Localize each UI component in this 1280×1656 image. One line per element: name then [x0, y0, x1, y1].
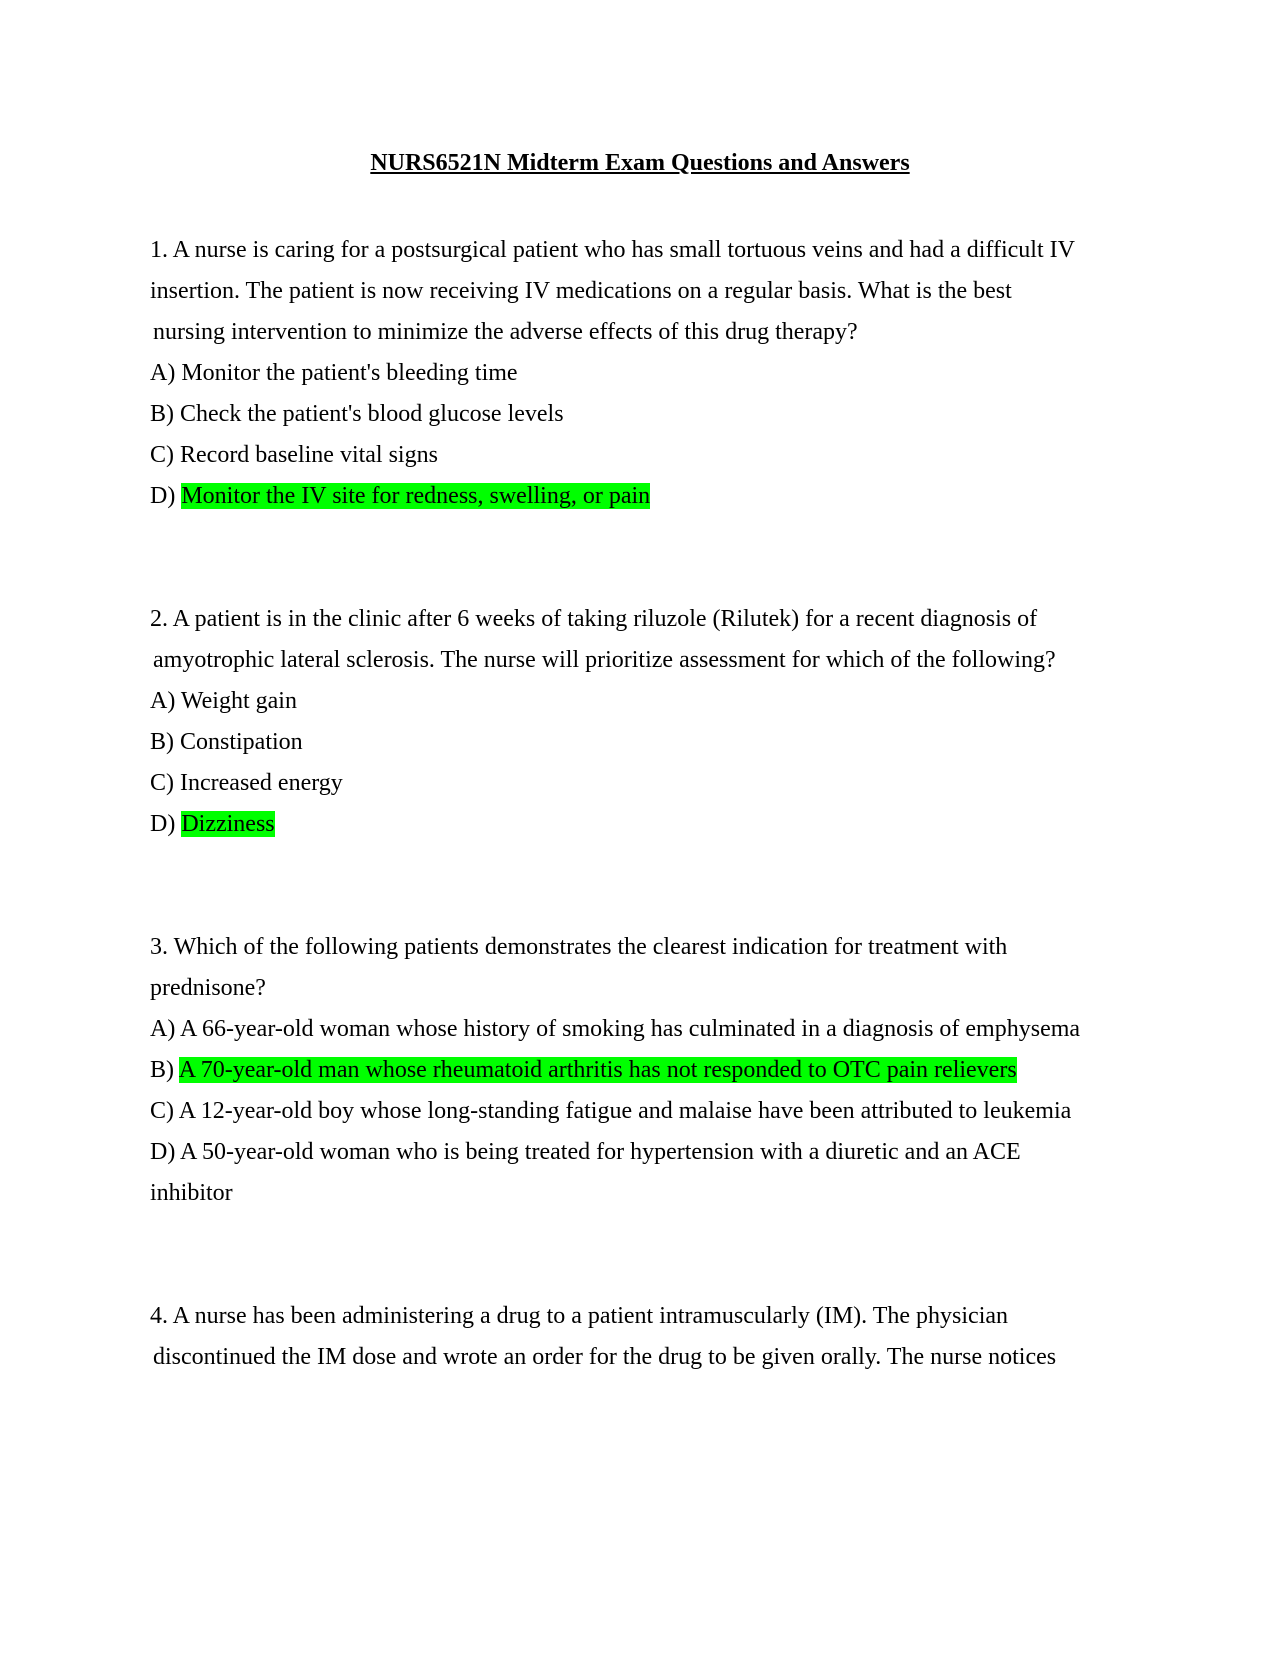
- question-2-option-c: [150, 768, 343, 798]
- option-letter: A): [150, 1016, 176, 1042]
- option-letter: C): [150, 770, 174, 796]
- question-4-stem-line-2: discontinued the IM dose and wrote an order for the drug to be given orally. The nurse notices: [153, 1344, 1057, 1370]
- question-1-stem-line-3: nursing intervention to minimize the adverse effects of this drug therapy?: [153, 319, 858, 345]
- option-letter: B): [150, 729, 174, 755]
- question-2-option-b: [150, 727, 303, 757]
- question-2-stem-line-2: amyotrophic lateral sclerosis. The nurse will prioritize assessment for which of the following?: [153, 647, 1056, 673]
- option-letter: D): [150, 1139, 176, 1165]
- question-2-option-d: [150, 809, 275, 839]
- option-letter: A): [150, 360, 176, 386]
- question-3-option-d-continuation: inhibitor: [150, 1180, 233, 1206]
- question-3-option-c: [150, 1096, 1071, 1126]
- option-text: Constipation: [180, 729, 303, 755]
- option-text: A 12-year-old boy whose long-standing fatigue and malaise have been attributed to leukemia: [178, 1098, 1072, 1124]
- question-3-option-b: [150, 1055, 1017, 1085]
- option-letter: B): [150, 1057, 174, 1083]
- option-letter: C): [150, 1098, 174, 1124]
- question-1-stem-line-2: insertion. The patient is now receiving IV medications on a regular basis. What is the best: [150, 278, 1012, 304]
- option-letter: C): [150, 442, 174, 468]
- option-letter: A): [150, 688, 176, 714]
- correct-answer-highlight: Dizziness: [181, 811, 275, 837]
- question-4-stem-line-1: 4. A nurse has been administering a drug to a patient intramuscularly (IM). The physician: [150, 1303, 1009, 1329]
- option-text: Increased energy: [180, 770, 343, 796]
- option-letter: B): [150, 401, 174, 427]
- question-1-option-d: [150, 481, 650, 511]
- option-letter: D): [150, 483, 176, 509]
- question-3-stem-line-2: prednisone?: [150, 975, 266, 1001]
- option-text: Record baseline vital signs: [180, 442, 438, 468]
- option-letter: D): [150, 811, 176, 837]
- document-title: NURS6521N Midterm Exam Questions and Answers: [370, 150, 910, 176]
- option-text: Check the patient's blood glucose levels: [180, 401, 564, 427]
- option-text: A 50-year-old woman who is being treated for hypertension with a diuretic and an ACE: [180, 1139, 1021, 1165]
- option-text: Weight gain: [180, 688, 297, 714]
- question-3-option-a: [150, 1014, 1080, 1044]
- question-2-option-a: [150, 686, 297, 716]
- option-text: A 66-year-old woman whose history of smoking has culminated in a diagnosis of emphysema: [180, 1016, 1081, 1042]
- question-1-option-b: [150, 399, 564, 429]
- question-3-stem-line-1: 3. Which of the following patients demonstrates the clearest indication for treatment with: [150, 934, 1008, 960]
- correct-answer-highlight: Monitor the IV site for redness, swelling, or pain: [181, 483, 651, 509]
- question-3-option-d: [150, 1137, 1021, 1167]
- question-1-stem-line-1: 1. A nurse is caring for a postsurgical patient who has small tortuous veins and had a difficult IV: [150, 237, 1075, 263]
- question-1-option-a: [150, 358, 518, 388]
- option-text: Monitor the patient's bleeding time: [181, 360, 518, 386]
- question-1-option-c: [150, 440, 438, 470]
- correct-answer-highlight: A 70-year-old man whose rheumatoid arthritis has not responded to OTC pain relievers: [178, 1057, 1017, 1083]
- question-2-stem-line-1: 2. A patient is in the clinic after 6 weeks of taking riluzole (Rilutek) for a recent diagnosis of: [150, 606, 1038, 632]
